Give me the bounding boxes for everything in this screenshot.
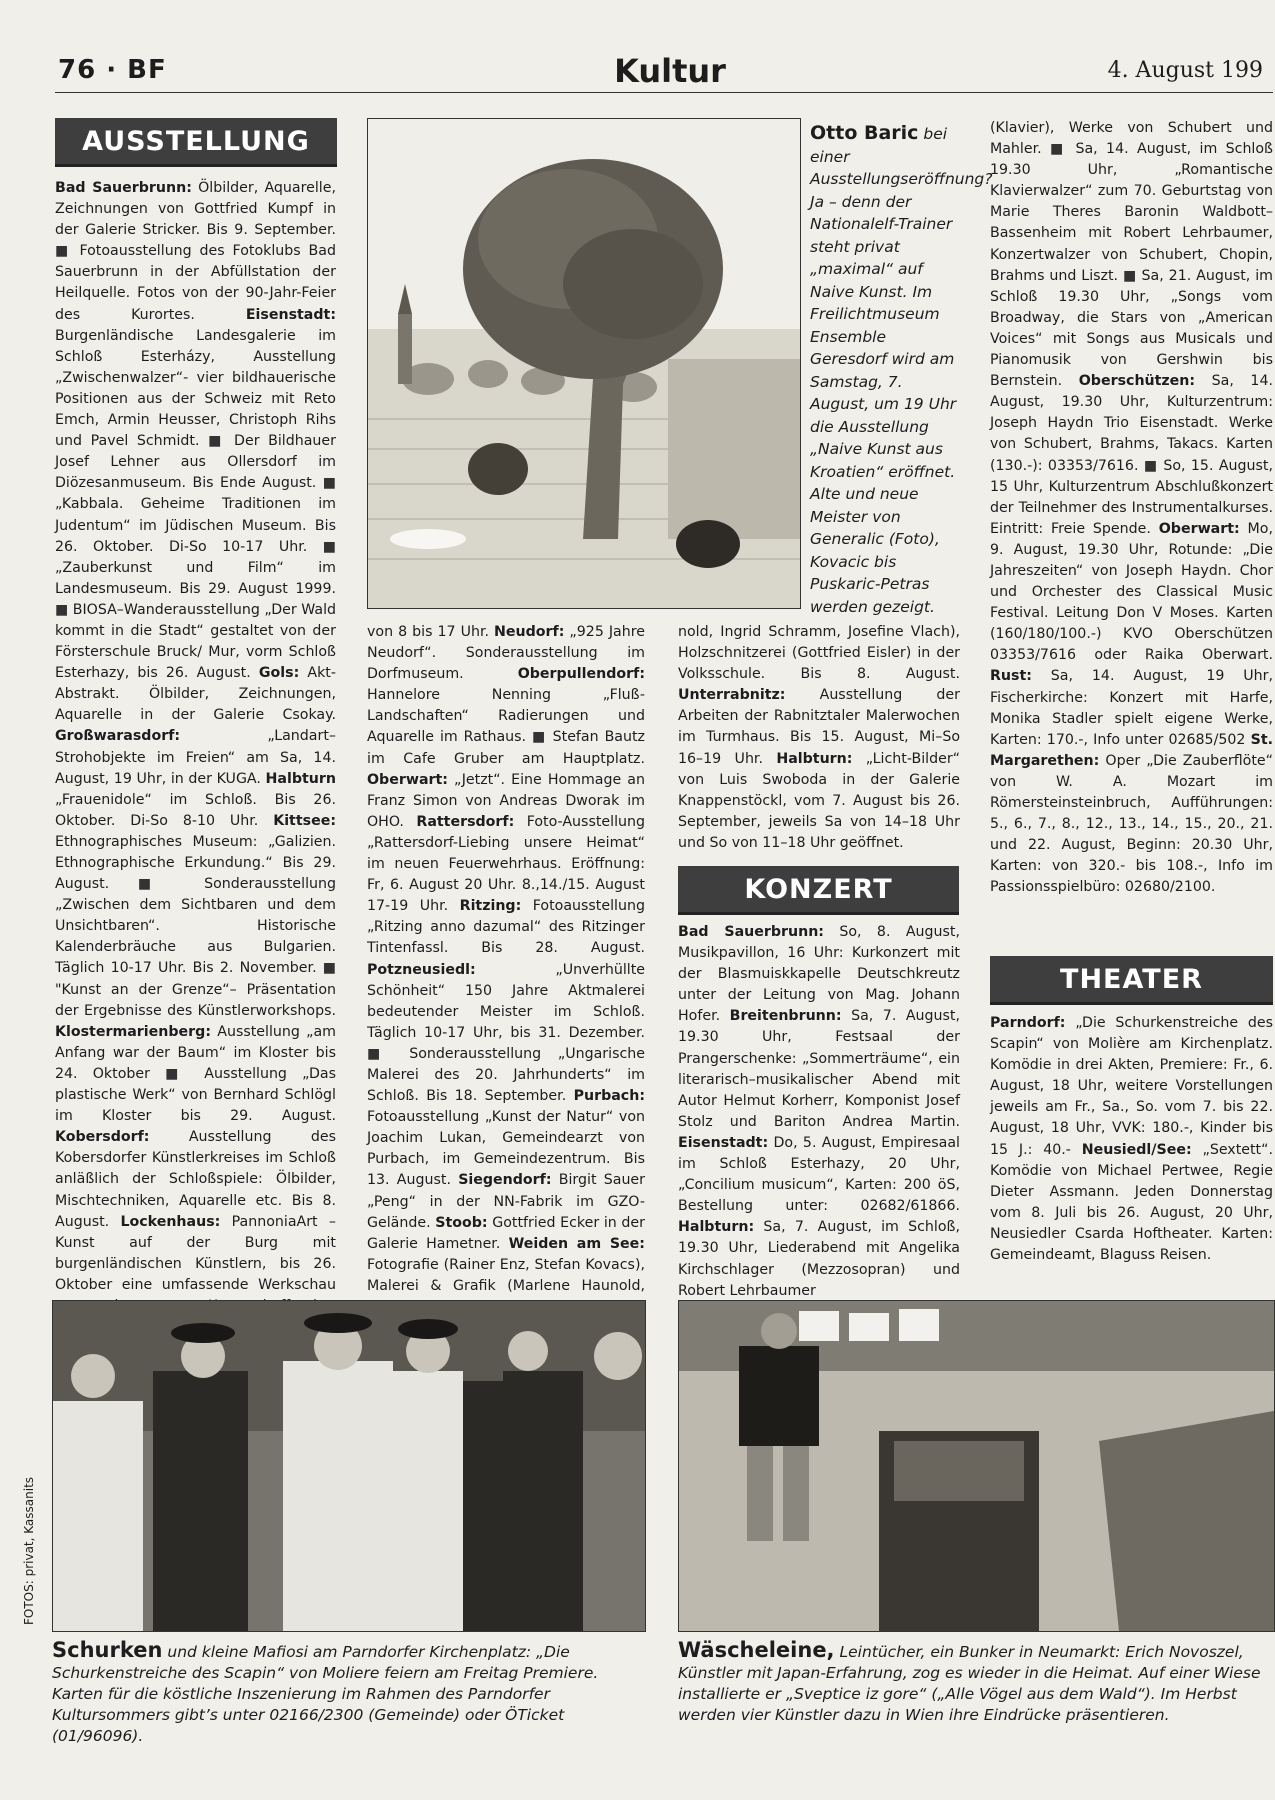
bullet-square-icon: ■ bbox=[208, 433, 226, 450]
listing-text: „Jetzt“. Eine Hommage an Franz Simon von Andreas Dworak im OHO. bbox=[367, 771, 645, 830]
place-name: Gols: bbox=[258, 665, 300, 682]
listing-text: von 8 bis 17 Uhr. bbox=[367, 624, 495, 640]
place-name: Stoob: bbox=[435, 1214, 488, 1231]
place-name: Oberschützen: bbox=[1078, 373, 1196, 390]
listing-text: So, 15. August, 15 Uhr, Kulturzentrum Abschlußkonzert der Teilnehmer des Instrumentalkurses. Eintritt: Freie Spende. bbox=[990, 457, 1274, 537]
installation-photo bbox=[678, 1300, 1275, 1632]
place-name: Breitenbrunn: bbox=[729, 1008, 842, 1025]
bullet-square-icon: ■ bbox=[367, 1045, 393, 1062]
theater-photo bbox=[52, 1300, 646, 1632]
listing-text: Sa, 21. August, im Schloß 19.30 Uhr, „Songs vom Broadway, die Stars von „American Voices“ mit Songs aus Musicals und Pianomusik von Gershwin bis Bernstein. bbox=[990, 267, 1273, 390]
listing-text: Sa, 14. August, 19 Uhr, Fischerkirche: Konzert mit Harfe, Monika Stadler spielt eigene Werke, Karten: 170.-, Info unter 02685/502 bbox=[990, 668, 1273, 748]
listing-text: Hannelore Nenning „Fluß-Landschaften“ Radierungen und Aquarelle im Rathaus. bbox=[367, 687, 645, 746]
bullet-square-icon: ■ bbox=[55, 601, 69, 618]
naive-painting-illustration bbox=[368, 119, 800, 608]
place-name: Halbturn bbox=[265, 770, 336, 787]
header-rule bbox=[55, 92, 1273, 93]
place-name: Eisenstadt: bbox=[245, 306, 336, 323]
listing-text: Ausstellung „Das plastische Werk“ von Bernhard Schlögl im Kloster bis 29. August. bbox=[55, 1065, 336, 1125]
listing-text: So, 8. August, Musikpavillon, 16 Uhr: Kurkonzert mit der Blasmuiskkapelle Deutschkreutz unter der Leitung von Mag. Johann Hofer. bbox=[678, 924, 960, 1025]
bullet-square-icon: ■ bbox=[322, 475, 336, 492]
place-name: Halbturn: bbox=[678, 1219, 755, 1236]
theater-caption-text: und kleine Mafiosi am Parndorfer Kirchenplatz: „Die Schurkenstreiche des Scapin“ von Moliere feiern am Freitag Premiere. Karten für die köstliche Inszenierung im Rahmen des Parndorfer Kultursommers gibt’s unter 02166/2300 (Gemeinde) oder ÖTicket (01/96096). bbox=[52, 1643, 599, 1745]
bullet-square-icon: ■ bbox=[532, 729, 547, 746]
bullet-square-icon: ■ bbox=[1122, 267, 1137, 284]
listing-text: „Licht-Bilder“ von Luis Swoboda in der Galerie Knappenstöckl, vom 7. August bis 26. September, jeweils Sa von 14–18 Uhr und So von 11–18 Uhr geöffnet. bbox=[678, 750, 960, 851]
painting-caption bbox=[810, 122, 993, 616]
place-name: Bad Sauerbrunn: bbox=[55, 180, 192, 196]
place-name: Bad Sauerbrunn: bbox=[678, 924, 824, 940]
place-name: Kittsee: bbox=[273, 812, 336, 829]
listing-text: Ausstellung „am Anfang war der Baum“ im Kloster bis 24. Oktober bbox=[55, 1023, 336, 1082]
listing-text: „Sextett“. Komödie von Michael Pertwee, Regie Dieter Assmann. Jeden Donnerstag vom 8. Juli bis 26. August, 20 Uhr, Neusiedler Csarda Hoftheater. Karten: Gemeindeamt, Blaguss Reisen. bbox=[990, 1141, 1273, 1264]
listing-text: Fotoausstellung „Kunst der Natur“ von Joachim Lukan, Gemeindearzt von Purbach, im Gemeindezentrum. Bis 13. August. bbox=[367, 1109, 645, 1189]
listing-text: (Klavier), Werke von Schubert und Mahler. bbox=[990, 120, 1273, 158]
listing-text: „Unverhüllte Schönheit“ 150 Jahre Aktmalerei bedeutender Meister im Schloß. Täglich 10-17 Uhr, bis 31. Dezember. bbox=[367, 961, 645, 1041]
place-name: Potzneusiedl: bbox=[367, 961, 476, 978]
installation-caption-text: Leintücher, ein Bunker in Neumarkt: Erich Novoszel, Künstler mit Japan-Erfahrung, zog es wieder in die Heimat. Auf einer Wiese installierte er „Sveptice iz gore“ („Alle Vögel aus dem Wald“). Im Herbst werden vier Künstler dazu in Wien ihre Eindrücke präsentieren. bbox=[678, 1643, 1261, 1724]
listing-text: Sonderausstellung „Ungarische Malerei des 20. Jahrhunderts“ im Schloß. Bis 18. September. bbox=[367, 1045, 645, 1105]
konzert-banner: KONZERT bbox=[678, 866, 959, 915]
caption-text: bei einer Ausstellungseröffnung? Ja – denn der Nationalelf-Trainer steht privat „maximal“ auf Naive Kunst. Im Freilichtmuseum Ensemble Geresdorf wird am Samstag, 7. August, um 19 Uhr die Ausstellung „Naive Kunst aus Kroatien“ eröffnet. Alte und neue Meister von Generalic (Foto), Kovacic bis Puskaric-Petras werden gezeigt. bbox=[810, 125, 993, 616]
listing-text: "Kunst an der Grenze“– Präsentation der Ergebnisse des Künstlerworkshops. bbox=[55, 981, 336, 1019]
listing-text: Sa, 7. August, im Schloß, 19.30 Uhr, Liederabend mit Angelika Kirchschlager (Mezzosopran) und Robert Lehrbaumer bbox=[678, 1219, 960, 1299]
listing-text: Fotografie (Rainer Enz, Stefan Kovacs), Malerei & Grafik (Marlene Haunold, bbox=[367, 1256, 645, 1294]
painting-photo bbox=[367, 118, 801, 609]
listing-text: Mo, 9. August, 19.30 Uhr, Rotunde: „Die Jahreszeiten“ von Joseph Haydn. Chor und Orchester des Classical Music Festival. Leitung Don V Moses. Karten (160/180/100.-) KVO Oberschützen 03353/7616 oder Raika Oberwart. bbox=[990, 520, 1273, 664]
listing-text: Sonderausstellung „Zwischen dem Sichtbaren und dem Unsichtbaren“. Historische Kalenderbräuche aus Bulgarien. Täglich 10-17 Uhr. Bis 2. November. bbox=[55, 876, 336, 977]
listing-text: „Zauberkunst und Film“ im Landesmuseum. Bis 29. August 1999. bbox=[55, 559, 336, 597]
listing-text: Gottfried Ecker in der Galerie Hametner. bbox=[367, 1214, 645, 1252]
bullet-square-icon: ■ bbox=[137, 876, 176, 893]
place-name: Rattersdorf: bbox=[416, 813, 515, 830]
listing-text: Stefan Bautz im Cafe Gruber am Hauptplatz. bbox=[367, 729, 645, 767]
listing-text: „925 Jahre Neudorf“. Sonderausstellung im Dorfmuseum. bbox=[367, 624, 645, 683]
ausstellung-column-1 bbox=[55, 178, 337, 1293]
listing-text: Sa, 14. August, 19.30 Uhr, Kulturzentrum: Joseph Haydn Trio Eisenstadt. Werke von Schubert, Brahms, Takacs. Karten (130.-): 03353/7616. bbox=[990, 373, 1273, 474]
place-name: Lockenhaus: bbox=[120, 1213, 221, 1230]
listing-text: „Frauenidole“ im Schloß. Bis 26. Oktober. Di-So 8-10 Uhr. bbox=[55, 791, 336, 829]
place-name: Oberwart: bbox=[1158, 520, 1240, 537]
listing-text: Akt-Abstrakt. Ölbilder, Zeichnungen, Aquarelle in der Galerie Csokay. bbox=[55, 665, 336, 724]
listing-text: „Kabbala. Geheime Traditionen im Judentum“ im Jüdischen Museum. Bis 26. Oktober. Di-So 10-17 Uhr. bbox=[55, 496, 336, 555]
listing-text: Foto-Ausstellung „Rattersdorf-Liebing unsere Heimat“ im neuen Feuerwehrhaus. Eröffnung: Fr, 6. August 20 Uhr. 8.,14./15. August 17-19 Uhr. bbox=[367, 813, 645, 915]
place-name: Oberwart: bbox=[367, 771, 448, 788]
listing-text: Oper „Die Zauberflöte“ von W. A. Mozart im Römersteinsteinbruch, Aufführungen: 5., 6., 7., 8., 12., 13., 14., 15., 20., 21. und 22. August, Beginn: 20.30 Uhr, Karten: von 320.- bis 108.-, Info im Passionsspielbüro: 02680/2100. bbox=[990, 752, 1273, 896]
listing-text: BIOSA–Wanderausstellung „Der Wald kommt in die Stadt“ gestaltet von der Försterschule Bruck/ Mur, vorm Schloß Esterhazy, bis 26. August. bbox=[55, 601, 337, 682]
place-name: St. Margarethen: bbox=[990, 731, 1273, 769]
listing-text: Burgenländische Landesgalerie im Schloß Esterházy, Ausstellung „Zwischenwalzer“- vier bildhauerische Positionen aus der Schweiz mit Reto Emch, Armin Heusser, Christoph Rihs und Pavel Schmidt. bbox=[55, 327, 336, 450]
konzert-column-continued bbox=[990, 118, 1273, 944]
listing-text: Sa, 7. August, 19.30 Uhr, Festsaal der Prangerschenke: „Sommerträume“, ein literarisch–musikalischer Abend mit Autor Helmut Korherr, Komponist Josef Stolz und Bariton Andrea Martin. bbox=[678, 1008, 960, 1130]
bullet-square-icon: ■ bbox=[55, 243, 72, 260]
bullet-square-icon: ■ bbox=[165, 1065, 190, 1082]
section-title: Kultur bbox=[614, 52, 726, 90]
place-name: Neudorf: bbox=[494, 624, 565, 640]
listing-text: Ethnographisches Museum: „Galizien. Ethnographische Erkundung.“ Bis 29. August. bbox=[55, 833, 336, 893]
bunker-installation-illustration bbox=[679, 1301, 1274, 1631]
ausstellung-banner: AUSSTELLUNG bbox=[55, 118, 337, 167]
bullet-square-icon: ■ bbox=[322, 538, 336, 555]
listing-text: Fotoausstellung „Ritzing anno dazumal“ des Ritzinger Tintenfassl. Bis 28. August. bbox=[367, 898, 645, 957]
listing-text: Ausstellung der Arbeiten der Rabnitztaler Malerwochen im Turmhaus. Bis 15. August, Mi–So 16–19 Uhr. bbox=[678, 687, 960, 767]
listing-text: PannoniaArt – Kunst auf der Burg mit burgenländischen Künstlern, bis 26. Oktober eine umfassende Werkschau bbox=[55, 1213, 336, 1293]
caption-lead: Otto Baric bbox=[810, 122, 919, 144]
place-name: Ritzing: bbox=[459, 898, 522, 915]
actors-group-illustration bbox=[53, 1301, 645, 1631]
bullet-square-icon: ■ bbox=[322, 960, 336, 977]
listing-text: „Die Schurkenstreiche des Scapin“ von Molière am Kirchenplatz. Komödie in drei Akten, Premiere: Fr., 6. August, 18 Uhr, weitere Vorstellungen jeweils am Fr., Sa., So. vom 7. bis 22. August, 18 Uhr, VVK: 180.-, Kinder bis 15 J.: 40.- bbox=[990, 1015, 1273, 1158]
theater-banner: THEATER bbox=[990, 956, 1273, 1005]
place-name: Parndorf: bbox=[990, 1015, 1066, 1031]
listing-text: Birgit Sauer „Peng“ in der NN-Fabrik im GZO-Gelände. bbox=[367, 1172, 645, 1231]
listing-text: Sa, 14. August, im Schloß 19.30 Uhr, „Romantische Klavierwalzer“ zum 70. Geburtstag von Marie Theres Baronin Waldbott–Bassenheim mit Robert Lehrbaumer, Konzertwalzer von Schubert, Chopin, Brahms und Liszt. bbox=[990, 141, 1273, 284]
theater-column bbox=[990, 1013, 1273, 1289]
listing-text: Ausstellung des Kobersdorfer Künstlerkreises im Schloß anläßlich der Schloßspiele: Ölbilder, Mischtechniken, Aquarelle etc. Bis 8. August. bbox=[55, 1129, 336, 1230]
theater-caption-lead: Schurken bbox=[52, 1638, 163, 1662]
place-name: Rust: bbox=[990, 668, 1032, 685]
page-number: 76 · BF bbox=[58, 55, 167, 85]
listing-text: Der Bildhauer Josef Lehner aus Ollersdorf im Diözesanmuseum. Bis Ende August. bbox=[55, 433, 336, 492]
listing-text: nold, Ingrid Schramm, Josefine Vlach), Holzschnitzerei (Gottfried Eisler) in der Volksschule. Bis 8. August. bbox=[678, 624, 960, 683]
place-name: Purbach: bbox=[573, 1088, 645, 1105]
listing-text: Fotoausstellung des Fotoklubs Bad Sauerbrunn in der Abfüllstation der Heilquelle. Fotos von der 90-Jahr-Feier des Kurortes. bbox=[55, 243, 336, 323]
theater-photo-caption bbox=[52, 1638, 644, 1745]
listing-text: Do, 5. August, Empiresaal im Schloß Esterhazy, 20 Uhr, „Concilium musicum“, Karten: 200 öS, Bestellung unter: 02682/61866. bbox=[678, 1134, 960, 1215]
place-name: Großwarasdorf: bbox=[55, 728, 181, 745]
konzert-column bbox=[678, 922, 960, 1299]
place-name: Klostermarienberg: bbox=[55, 1023, 211, 1040]
issue-date: 4. August 199 bbox=[1107, 58, 1263, 83]
bullet-square-icon: ■ bbox=[1050, 141, 1068, 158]
place-name: Neusiedl/See: bbox=[1081, 1141, 1192, 1158]
place-name: Halbturn: bbox=[776, 750, 853, 767]
ausstellung-column-3 bbox=[678, 622, 960, 857]
place-name: Eisenstadt: bbox=[678, 1134, 769, 1151]
installation-caption-lead: Wäscheleine, bbox=[678, 1638, 835, 1662]
ausstellung-column-2 bbox=[367, 622, 645, 1294]
photo-credit: FOTOS: privat, Kassanits bbox=[22, 1476, 36, 1625]
listing-text: Ölbilder, Aquarelle, Zeichnungen von Gottfried Kumpf in der Galerie Stricker. Bis 9. September. bbox=[55, 180, 336, 239]
installation-photo-caption bbox=[678, 1640, 1273, 1740]
listing-text: „Landart–Strohobjekte im Freien“ am Sa, 14. August, 19 Uhr, in der KUGA. bbox=[55, 728, 336, 787]
place-name: Kobersdorf: bbox=[55, 1129, 150, 1146]
place-name: Weiden am See: bbox=[508, 1235, 645, 1252]
bullet-square-icon: ■ bbox=[1143, 457, 1158, 474]
place-name: Oberpullendorf: bbox=[517, 666, 645, 683]
place-name: Siegendorf: bbox=[458, 1172, 552, 1189]
place-name: Unterrabnitz: bbox=[678, 687, 786, 704]
